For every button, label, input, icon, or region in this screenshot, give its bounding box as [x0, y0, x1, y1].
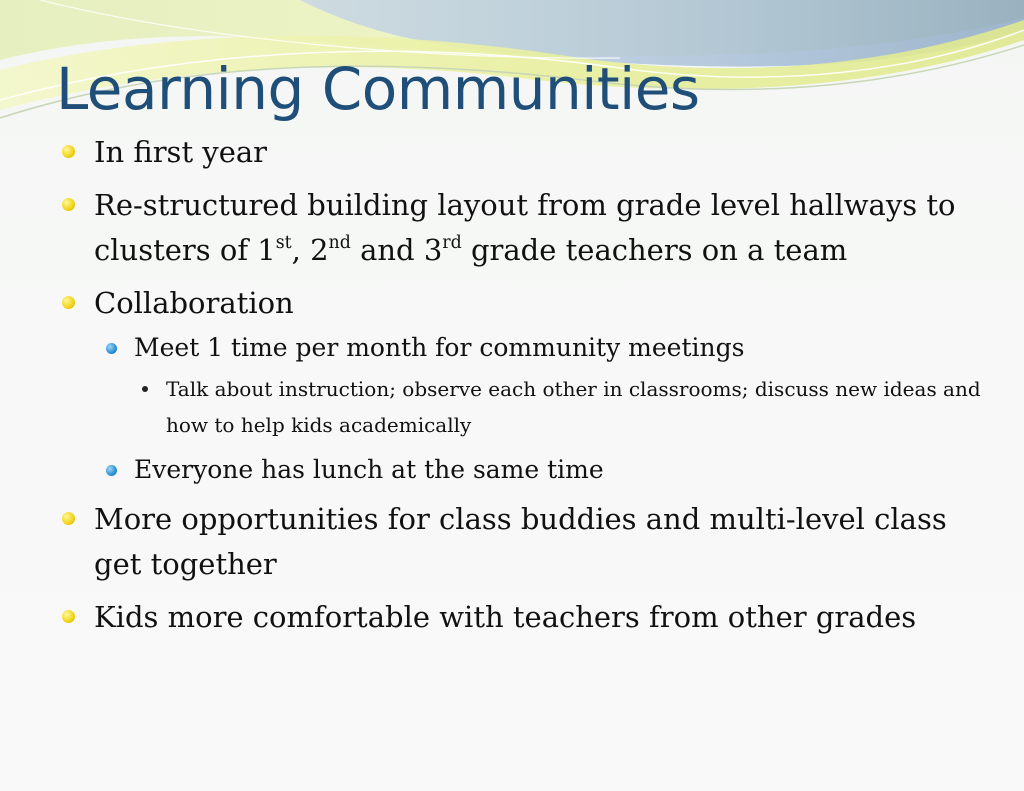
- small-dot-icon: [142, 386, 148, 392]
- sub-sub-bullet-text: Talk about instruction; observe each other in classrooms; discuss new ideas and how to help kids academically: [166, 377, 981, 437]
- superscript-nd: nd: [328, 232, 351, 253]
- sub-bullet-meet: [106, 329, 1002, 443]
- slide-title: Learning Communities: [56, 55, 700, 123]
- sub-bullet-dot-icon: [106, 343, 117, 354]
- bullet-text-part: Re-structured building layout from grade level hallways to clusters of 1: [94, 188, 956, 267]
- bullet-dot-icon: [62, 296, 75, 309]
- bullet-list: [62, 130, 1002, 640]
- superscript-st: st: [275, 232, 292, 253]
- bullet-dot-icon: [62, 145, 75, 158]
- bullet-text-part: grade teachers on a team: [461, 233, 848, 267]
- sub-sub-bullet-list: [138, 371, 1002, 443]
- bullet-text: Collaboration: [94, 286, 294, 320]
- sub-bullet-lunch: [106, 451, 1002, 489]
- bullet-opportunities: [62, 497, 1002, 587]
- bullet-text: In first year: [94, 135, 268, 169]
- bullet-text: Kids more comfortable with teachers from other grades: [94, 600, 917, 634]
- bullet-collaboration: [62, 281, 1002, 489]
- sub-sub-bullet-talk: [138, 371, 1002, 443]
- bullet-dot-icon: [62, 198, 75, 211]
- bullet-comfortable: [62, 595, 1002, 640]
- bullet-restructured: [62, 183, 1002, 273]
- sub-bullet-text: Everyone has lunch at the same time: [134, 455, 604, 484]
- sub-bullet-text: Meet 1 time per month for community meetings: [134, 333, 745, 362]
- bullet-text-part: , 2: [291, 233, 329, 267]
- slide-content: [62, 130, 1002, 648]
- bullet-dot-icon: [62, 512, 75, 525]
- bullet-first-year: [62, 130, 1002, 175]
- bullet-text-part: and 3: [350, 233, 443, 267]
- superscript-rd: rd: [442, 232, 462, 253]
- sub-bullet-list: [106, 329, 1002, 489]
- bullet-dot-icon: [62, 610, 75, 623]
- bullet-text: More opportunities for class buddies and multi-level class get together: [94, 502, 947, 581]
- sub-bullet-dot-icon: [106, 465, 117, 476]
